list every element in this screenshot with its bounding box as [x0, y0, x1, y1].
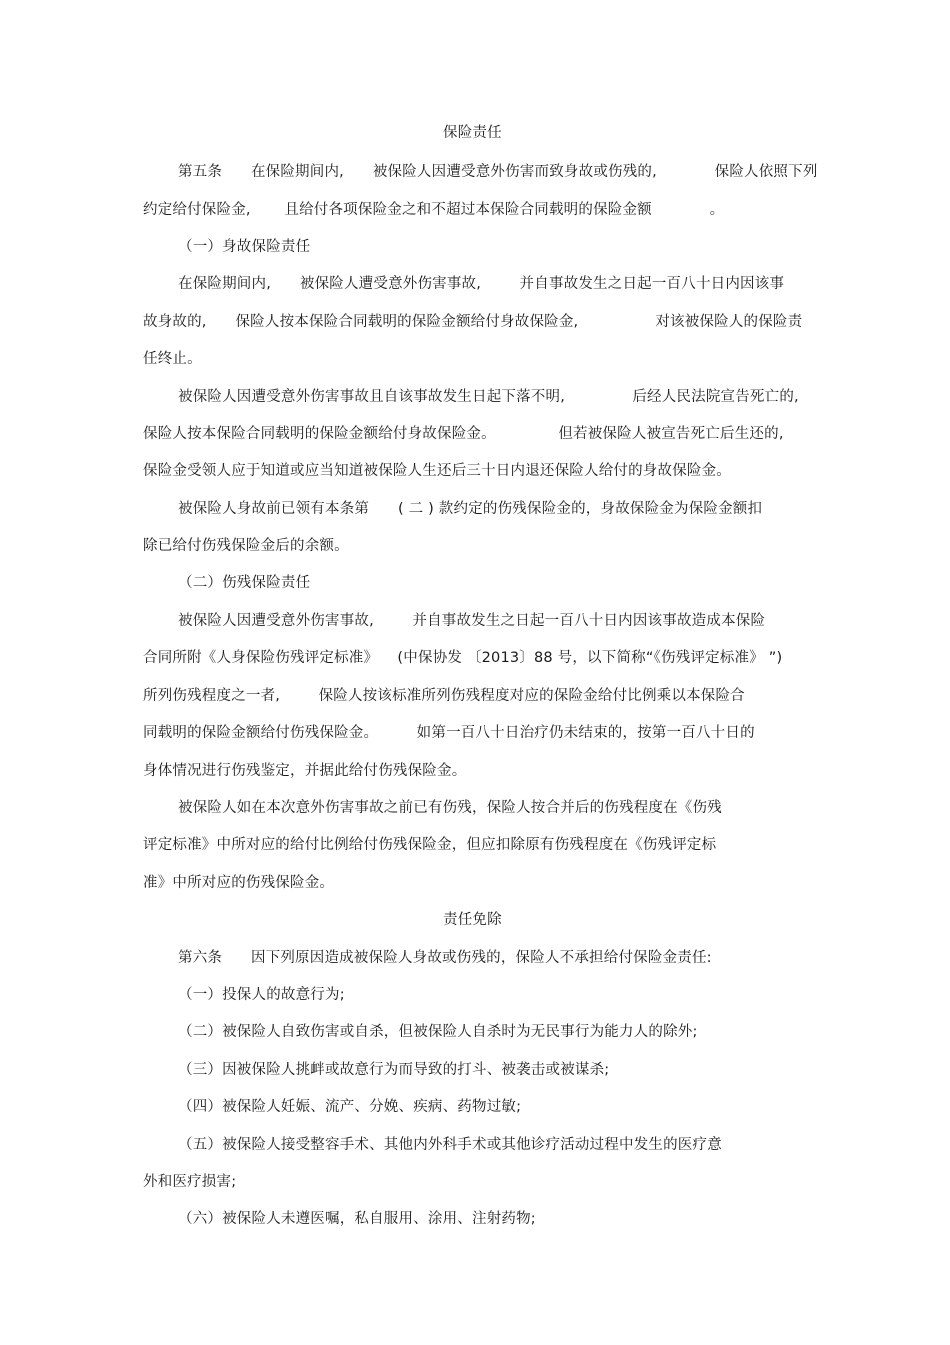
paragraph-line: 任终止。 [143, 351, 202, 367]
paragraph-line: 在保险期间内, 被保险人遭受意外伤害事故, 并自事故发生之日起一百八十日内因该事 [178, 276, 785, 292]
paragraph-line: 除已给付伤残保险金后的余额。 [143, 538, 349, 554]
exclusion-item: （五）被保险人接受整容手术、其他内外科手术或其他诊疗活动过程中发生的医疗意 [178, 1137, 722, 1153]
exclusion-item: （二）被保险人自致伤害或自杀，但被保险人自杀时为无民事行为能力人的除外; [178, 1024, 698, 1040]
paragraph-line: 合同所附《人身保险伤残评定标准》 (中保协发 〔2013〕88 号，以下简称“《伤残评定标准》 ”) [143, 650, 783, 666]
paragraph-line: 保险人按本保险合同载明的保险金额给付身故保险金。 但若被保险人被宣告死亡后生还的, [143, 426, 784, 442]
paragraph-line: 故身故的, 保险人按本保险合同载明的保险金额给付身故保险金, 对该被保险人的保险责 [143, 314, 803, 330]
article-6-line-1: 第六条 因下列原因造成被保险人身故或伤残的，保险人不承担给付保险金责任: [178, 950, 712, 966]
article-5-line-1: 第五条 在保险期间内, 被保险人因遭受意外伤害而致身故或伤残的, 保险人依照下列 [178, 164, 818, 180]
article-5-line-2: 约定给付保险金, 且给付各项保险金之和不超过本保险合同载明的保险金额 。 [143, 202, 725, 218]
section-title-exclusions: 责任免除 [443, 912, 502, 928]
paragraph-line: 被保险人因遭受意外伤害事故且自该事故发生日起下落不明, 后经人民法院宣告死亡的, [178, 389, 799, 405]
paragraph-line: 身体情况进行伤残鉴定，并据此给付伤残保险金。 [143, 763, 467, 779]
exclusion-item-continued: 外和医疗损害; [143, 1174, 237, 1190]
section-title-insurance-liability: 保险责任 [443, 125, 502, 141]
exclusion-item: （一）投保人的故意行为; [178, 987, 345, 1003]
subsection-disability-heading: （二）伤残保险责任 [178, 575, 311, 591]
paragraph-line: 被保险人如在本次意外伤害事故之前已有伤残，保险人按合并后的伤残程度在《伤残 [178, 800, 722, 816]
paragraph-line: 同载明的保险金额给付伤残保险金。 如第一百八十日治疗仍未结束的，按第一百八十日的 [143, 725, 755, 741]
exclusion-item: （四）被保险人妊娠、流产、分娩、疾病、药物过敏; [178, 1099, 522, 1115]
exclusion-item: （六）被保险人未遵医嘱，私自服用、涂用、注射药物; [178, 1211, 536, 1227]
subsection-death-heading: （一）身故保险责任 [178, 239, 311, 255]
exclusion-item: （三）因被保险人挑衅或故意行为而导致的打斗、被袭击或被谋杀; [178, 1062, 610, 1078]
paragraph-line: 被保险人身故前已领有本条第 ( 二 ) 款约定的伤残保险金的，身故保险金为保险金额扣 [178, 501, 763, 517]
paragraph-line: 被保险人因遭受意外伤害事故, 并自事故发生之日起一百八十日内因该事故造成本保险 [178, 613, 766, 629]
paragraph-line: 保险金受领人应于知道或应当知道被保险人生还后三十日内退还保险人给付的身故保险金。 [143, 463, 731, 479]
paragraph-line: 准》中所对应的伤残保险金。 [143, 875, 335, 891]
paragraph-line: 评定标准》中所对应的给付比例给付伤残保险金，但应扣除原有伤残程度在《伤残评定标 [143, 837, 717, 853]
paragraph-line: 所列伤残程度之一者, 保险人按该标准所列伤残程度对应的保险金给付比例乘以本保险合 [143, 688, 745, 704]
